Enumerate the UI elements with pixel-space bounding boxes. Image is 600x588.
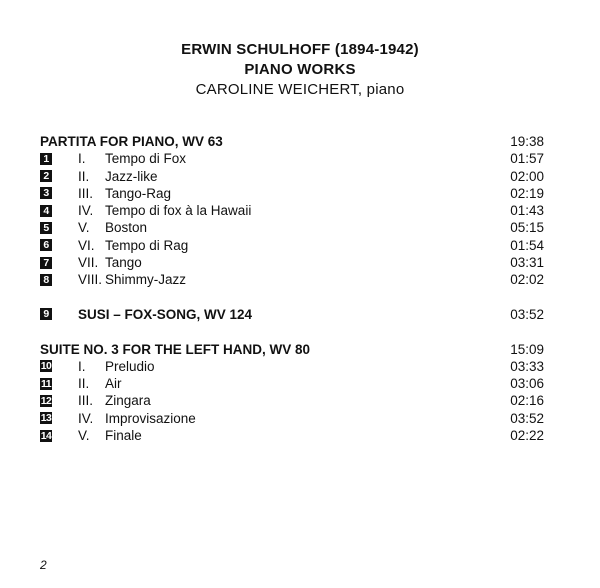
track-row: [40, 358, 544, 375]
track-duration: 05:15: [510, 220, 544, 236]
track-number-badge: 13: [40, 412, 52, 425]
page-number: 2: [40, 558, 47, 572]
work-heading-suite: [40, 341, 544, 358]
track-row: [40, 375, 544, 392]
track-row: [40, 185, 544, 202]
tracklist: [40, 133, 544, 444]
movement-numeral: IV.: [78, 203, 94, 219]
track-row: [40, 150, 544, 167]
work-title: PARTITA FOR PIANO, WV 63: [40, 134, 223, 149]
work-duration: 03:52: [510, 306, 544, 322]
work-heading-susi: [40, 306, 544, 323]
performer-instrument: piano: [362, 81, 405, 98]
movement-numeral: III.: [78, 185, 94, 201]
track-duration: 01:57: [510, 151, 544, 167]
movement-numeral: II.: [78, 376, 90, 392]
movement-title: Shimmy-Jazz: [105, 272, 187, 288]
track-row: [40, 237, 544, 254]
spacer: [40, 323, 544, 340]
track-duration: 02:19: [510, 185, 544, 201]
track-number-badge: 9: [40, 308, 52, 320]
movement-title: Improvisazione: [105, 410, 196, 426]
performer-line: [0, 80, 600, 100]
movement-title: Tempo di fox à la Hawaii: [105, 203, 252, 219]
movement-numeral: V.: [78, 220, 90, 236]
track-number-badge: 14: [40, 429, 52, 442]
track-row: [40, 219, 544, 236]
track-number-badge: 8: [40, 274, 52, 286]
movement-numeral: V.: [78, 428, 90, 444]
movement-title: Jazz-like: [105, 168, 158, 184]
track-row: [40, 202, 544, 219]
movement-numeral: IV.: [78, 410, 94, 426]
movement-numeral: VIII.: [78, 272, 103, 288]
track-duration: 03:52: [510, 410, 544, 426]
album-title: PIANO WORKS: [244, 61, 356, 78]
track-number-badge: 12: [40, 394, 52, 407]
movement-title: Tempo di Rag: [105, 237, 189, 253]
work-duration: 19:38: [510, 134, 544, 149]
performer-name: CAROLINE WEICHERT,: [195, 81, 363, 98]
work-heading-partita: [40, 133, 544, 150]
movement-title: Preludio: [105, 358, 155, 374]
track-number-badge: 5: [40, 222, 52, 234]
track-duration: 02:22: [510, 428, 544, 444]
composer-heading: ERWIN SCHULHOFF (1894-1942): [181, 41, 419, 58]
movement-numeral: II.: [78, 168, 90, 184]
track-row: [40, 271, 544, 288]
track-duration: 03:33: [510, 358, 544, 374]
movement-title: Tango-Rag: [105, 185, 172, 201]
movement-numeral: VII.: [78, 255, 99, 271]
movement-numeral: VI.: [78, 237, 95, 253]
movement-title: Boston: [105, 220, 148, 236]
track-duration: 02:00: [510, 168, 544, 184]
track-number-badge: 3: [40, 187, 52, 199]
track-duration: 01:54: [510, 237, 544, 253]
track-number-badge: 11: [41, 377, 51, 390]
track-duration: 03:31: [510, 255, 544, 271]
movement-numeral: I.: [78, 151, 86, 167]
work-title: SUSI – FOX-SONG, WV 124: [78, 306, 253, 322]
movement-title: Air: [105, 376, 122, 392]
track-number-badge: 10: [40, 360, 52, 373]
movement-title: Finale: [105, 428, 142, 444]
movement-title: Tango: [105, 255, 142, 271]
movement-title: Tempo di Fox: [105, 151, 187, 167]
track-number-badge: 6: [40, 239, 52, 251]
track-number-badge: 4: [40, 205, 52, 217]
track-row: [40, 427, 544, 444]
spacer: [40, 289, 544, 306]
work-title: SUITE NO. 3 FOR THE LEFT HAND, WV 80: [40, 341, 311, 357]
track-number-badge: 7: [40, 257, 52, 269]
work-duration: 15:09: [510, 341, 544, 357]
track-row: [40, 392, 544, 409]
track-duration: 03:06: [510, 376, 544, 392]
movement-numeral: I.: [78, 358, 86, 374]
track-number-badge: 1: [40, 153, 52, 165]
track-duration: 02:16: [510, 393, 544, 409]
track-row: [40, 410, 544, 427]
track-duration: 02:02: [510, 272, 544, 288]
track-number-badge: 2: [40, 170, 52, 182]
track-duration: 01:43: [510, 203, 544, 219]
movement-numeral: III.: [78, 393, 94, 409]
track-row: [40, 254, 544, 271]
movement-title: Zingara: [105, 393, 151, 409]
track-row: [40, 168, 544, 185]
booklet-header: [0, 40, 600, 100]
